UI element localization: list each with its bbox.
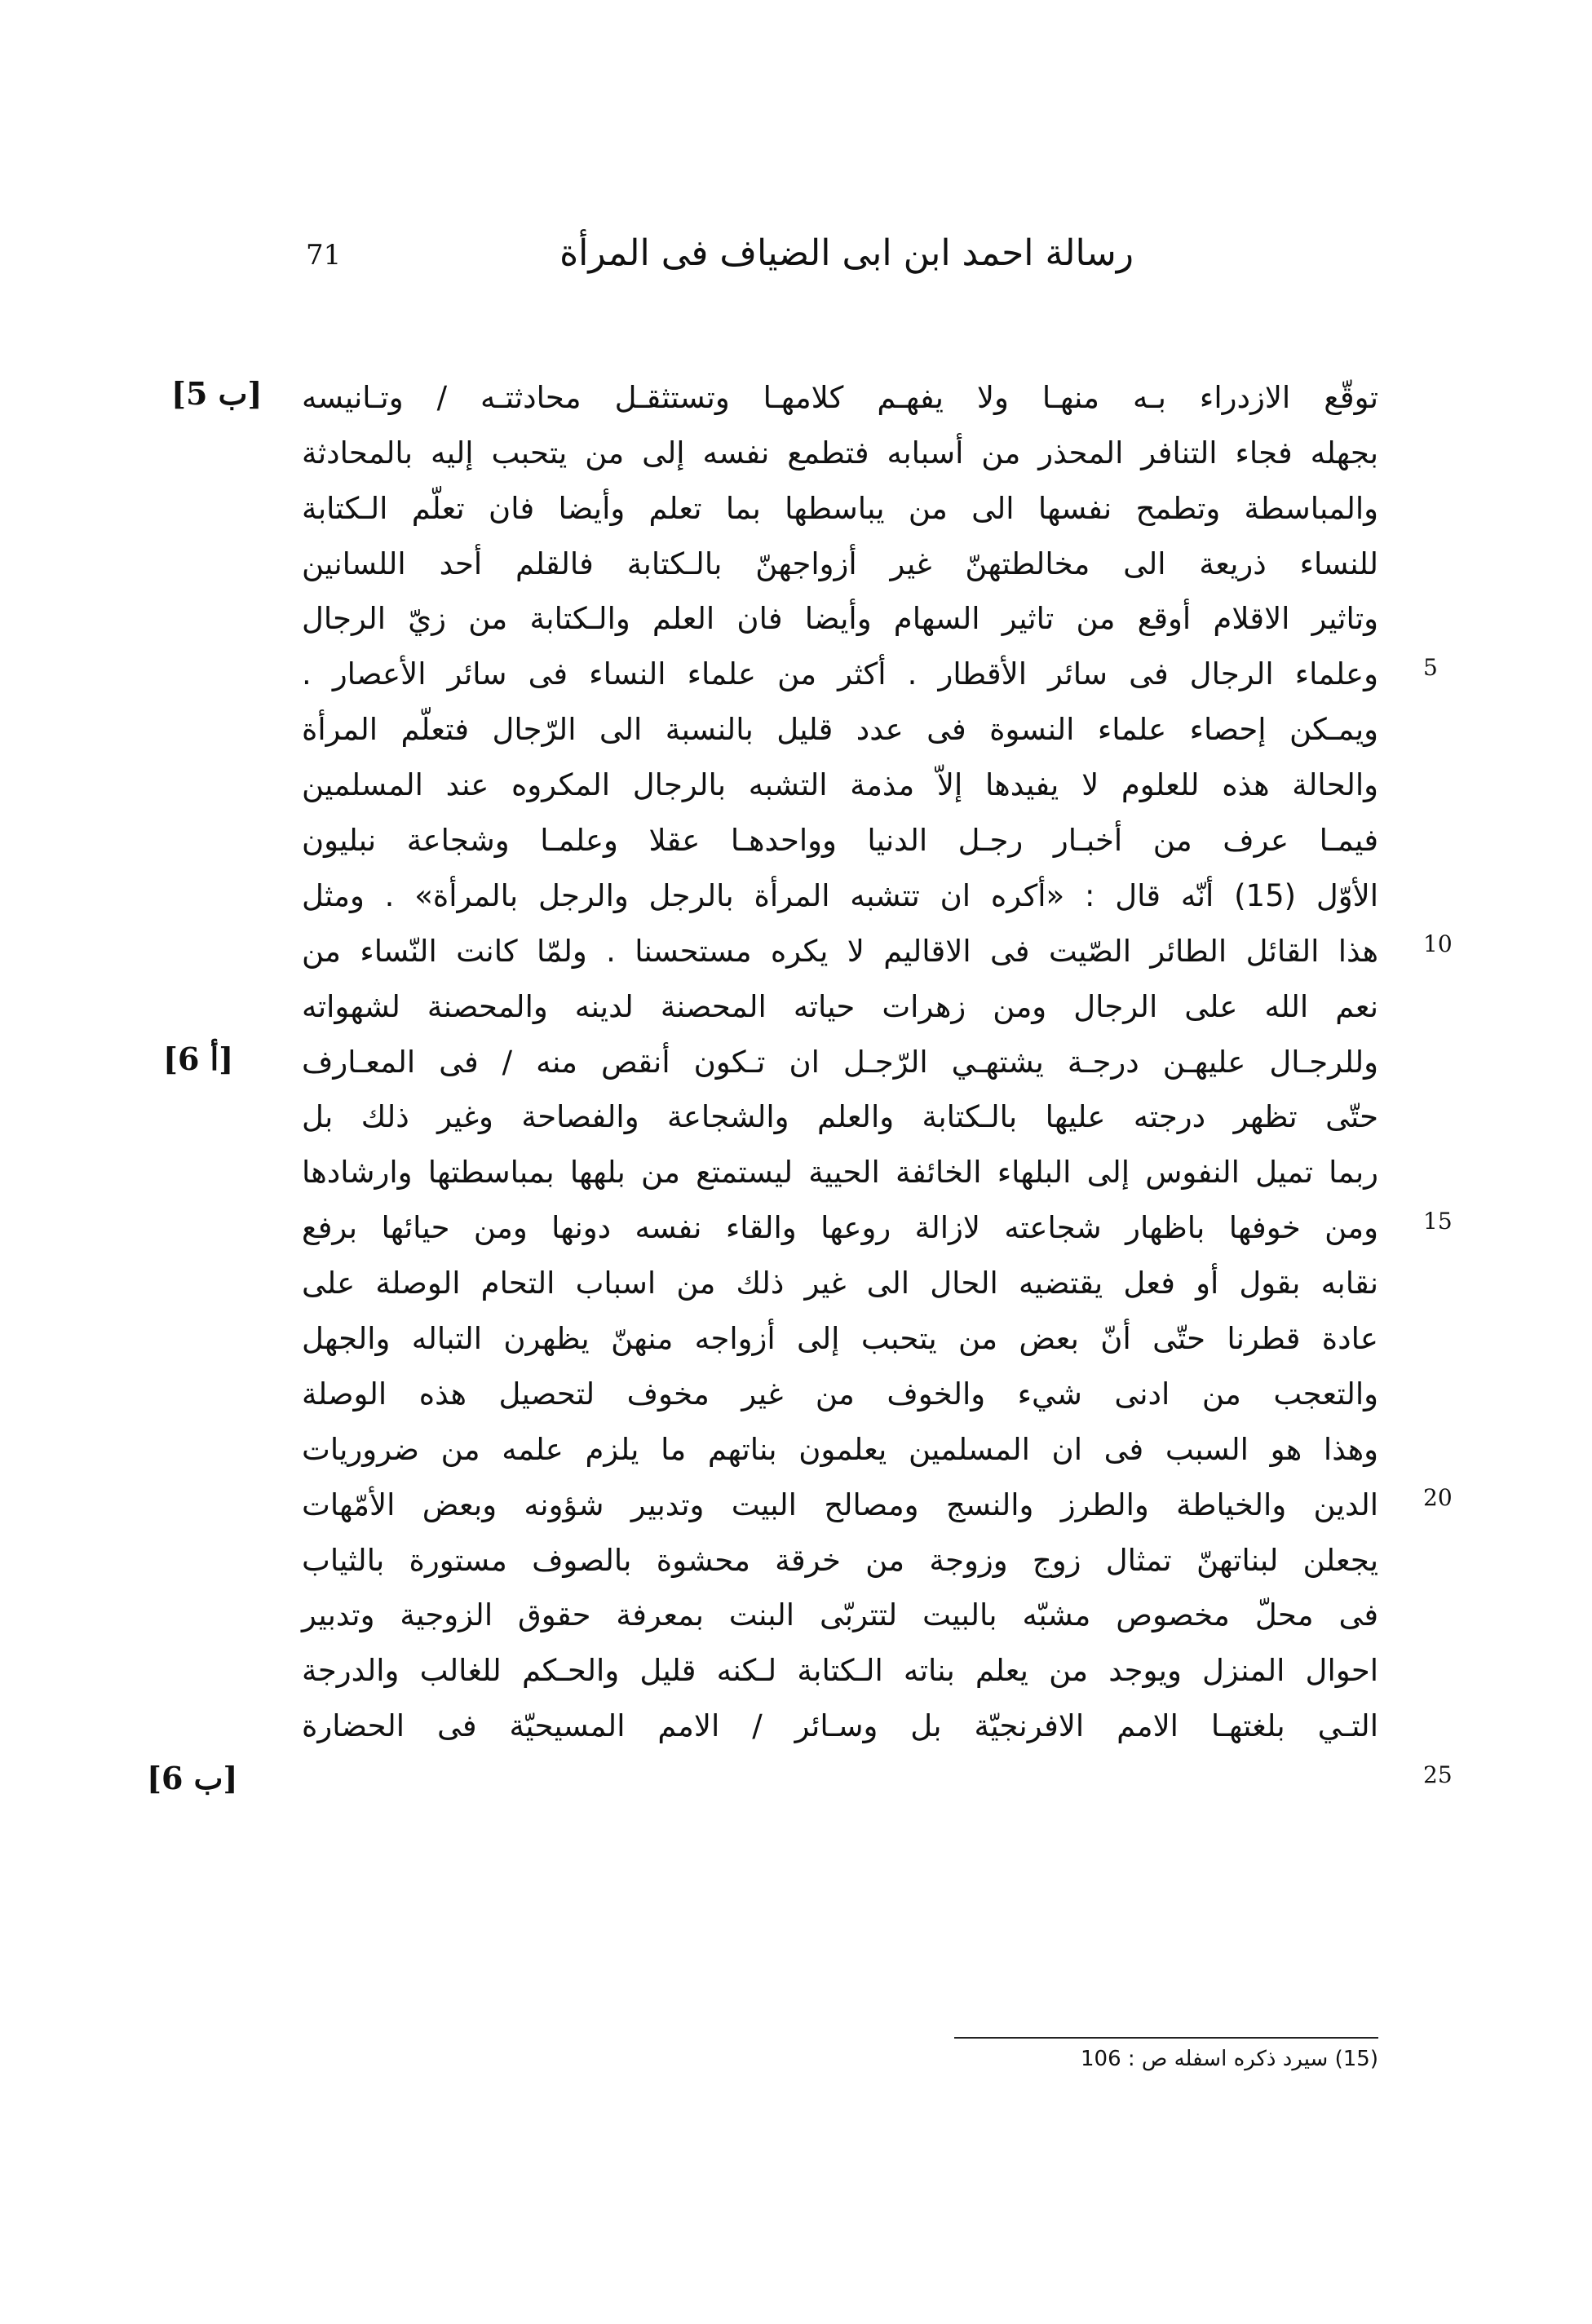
- footnote: (15) سيرد ذكره اسفله ص : 106: [1080, 2047, 1378, 2071]
- line-text: عادة قطرنا حتّى أنّ بعض من يتحبب إلى أزواجه منهنّ يظهرن التباله والجهل: [302, 1321, 1378, 1357]
- text-line: [302, 808, 1378, 864]
- folio-marker: [6 ب]: [147, 1760, 238, 1796]
- line-text: وهذا هو السبب فى ان المسلمين يعلمون بناتهم ما يلزم علمه من ضروريات: [302, 1431, 1378, 1467]
- line-text: توقّع الازدراء بـه منهـا ولا يفهـم كلامهـا وتستثقـل محادثتـه / وتـانيسه: [302, 379, 1378, 415]
- text-line: [302, 1251, 1378, 1306]
- line-number: 5: [1423, 654, 1438, 681]
- running-title: رسالة احمد ابن ابى الضياف فى المرأة: [559, 232, 1134, 274]
- line-number: 25: [1423, 1761, 1453, 1788]
- text-line: [302, 864, 1378, 919]
- line-text: ويمـكن إحصاء علماء النسوة فى عدد قليل بالنسبة الى الرّجال فتعلّم المرأة: [302, 712, 1378, 748]
- text-line: [302, 1694, 1378, 1749]
- line-text: والمباسطة وتطمح نفسها الى من يباسطها بما تعلم وأيضا فان تعلّم الـكتابة: [302, 490, 1378, 526]
- line-text: احوال المنزل ويوجد من يعلم بناته الـكتابة لـكنه قليل والحـكم للغالب والدرجة: [302, 1653, 1378, 1689]
- line-number: 10: [1423, 930, 1453, 957]
- line-text: ومن خوفها باظهار شجاعته لازالة روعها والقاء نفسه دونها ومن حيائها برفع: [302, 1210, 1378, 1246]
- text-line: [302, 421, 1378, 476]
- line-text: والحالة هذه للعلوم لا يفيدها إلاّ مذمة التشبه بالرجال المكروه عند المسلمين: [302, 767, 1378, 803]
- line-text: وللرجـال عليهـن درجـة يشتهـي الرّجـل ان تـكون أنقص منه / فى المعـارف: [302, 1044, 1378, 1080]
- text-line: [302, 1030, 1378, 1085]
- line-text: التـي بلغتهـا الامم الافرنجيّة بل وسـائر / الامم المسيحيّة فى الحضارة: [302, 1708, 1378, 1744]
- line-text: الدين والخياطة والطرز والنسج ومصالح البيت وتدبير شؤونه وبعض الأمّهات: [302, 1487, 1378, 1522]
- line-text: فيمـا عرف من أخبـار رجـل الدنيا وواحدهـا عقلا وعلمـا وشجاعة نبليون: [302, 823, 1378, 859]
- line-text: للنساء ذريعة الى مخالطتهنّ غير أزواجهنّ بالـكتابة فالقلم أحد اللسانين: [302, 546, 1378, 581]
- text-line: [302, 753, 1378, 808]
- text-line: [302, 974, 1378, 1030]
- line-number: 15: [1423, 1208, 1453, 1235]
- line-text: الأوّل (15) أنّه قال : «أكره ان تتشبه المرأة بالرجل والرجل بالمرأة» . ومثل: [302, 877, 1379, 913]
- text-line: [302, 587, 1378, 643]
- line-text: ربما تميل النفوس إلى البلهاء الخائفة الحيية ليستمتع من بلهها بمباسطتها وارشادها: [302, 1155, 1378, 1191]
- footnote-divider: [954, 2037, 1378, 2039]
- line-text: بجهله فجاء التنافر المحذر من أسبابه فتطمع نفسه إلى من يتحبب إليه بالمحادثة: [302, 435, 1378, 471]
- line-text: وتاثير الاقلام أوقع من تاثير السهام وأيضا فان العلم والـكتابة من زيّ الرجال: [302, 601, 1378, 637]
- text-line: [302, 1584, 1378, 1639]
- folio-marker: [5 ب]: [171, 375, 263, 412]
- text-line: [302, 1528, 1378, 1584]
- text-line: [302, 1140, 1378, 1195]
- text-line: [302, 1362, 1378, 1417]
- line-text: يجعلن لبناتهنّ تمثال زوج وزوجة من خرقة محشوة بالصوف مستورة بالثياب: [302, 1542, 1378, 1578]
- line-text: فى محلّ مخصوص مشبّه بالبيت لتتربّى البنت بمعرفة حقوق الزوجية وتدبير: [302, 1597, 1378, 1633]
- running-head: [277, 232, 1134, 289]
- text-line: [302, 1195, 1378, 1251]
- text-line: [302, 1417, 1378, 1473]
- text-line: [302, 697, 1378, 753]
- text-line: [302, 1473, 1378, 1528]
- text-line: [302, 1306, 1378, 1362]
- line-text: حتّى تظهر درجته عليها بالـكتابة والعلم والشجاعة والفصاحة وغير ذلك بل: [302, 1099, 1378, 1135]
- line-text: هذا القائل الطائر الصّيت فى الاقاليم لا يكره مستحسنا . ولمّا كانت النّساء من: [302, 933, 1378, 969]
- text-line: [302, 532, 1378, 587]
- text-line: [302, 476, 1378, 532]
- folio-marker: [6 أ]: [163, 1040, 234, 1077]
- line-text: والتعجب من ادنى شيء والخوف من غير مخوف لتحصيل هذه الوصلة: [302, 1376, 1378, 1412]
- text-line: [302, 1085, 1378, 1141]
- main-text: [302, 365, 1378, 1749]
- text-line: [302, 1638, 1378, 1694]
- text-line: [302, 642, 1378, 697]
- line-number: 20: [1423, 1484, 1453, 1511]
- page-number: 71: [306, 239, 342, 272]
- line-text: نقابه بقول أو فعل يقتضيه الحال الى غير ذلك من اسباب التحام الوصلة على: [302, 1266, 1378, 1301]
- line-text: نعم الله على الرجال ومن زهرات حياته المحصنة لدينه والمحصنة لشهواته: [302, 988, 1378, 1024]
- text-line: [302, 919, 1378, 974]
- text-line: [302, 365, 1378, 421]
- line-text: وعلماء الرجال فى سائر الأقطار . أكثر من علماء النساء فى سائر الأعصار .: [302, 656, 1378, 692]
